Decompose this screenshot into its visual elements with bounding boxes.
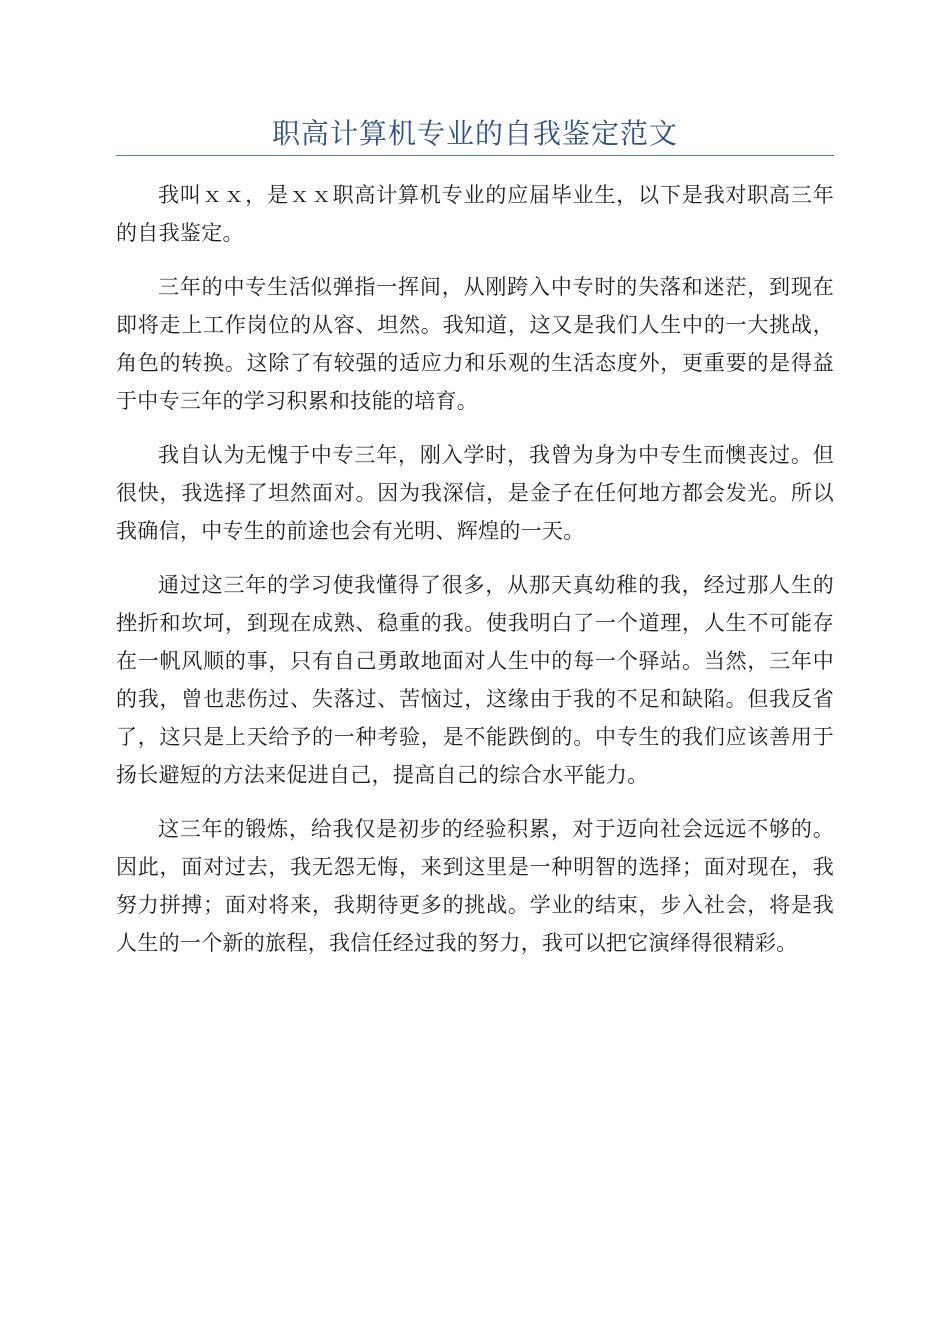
paragraph-1: 我叫ｘｘ，是ｘｘ职高计算机专业的应届毕业生，以下是我对职高三年的自我鉴定。: [116, 183, 834, 245]
document-title: 职高计算机专业的自我鉴定范文: [271, 117, 678, 150]
paragraph-2: 三年的中专生活似弹指一挥间，从刚跨入中专时的失落和迷茫，到现在即将走上工作岗位的从容、坦然。我知道，这又是我们人生中的一大挑战，角色的转换。这除了有较强的适应力和乐观的生活态度外，更重要的是得益于中专三年的学习积累和技能的培育。: [116, 275, 834, 413]
paragraph-4: 通过这三年的学习使我懂得了很多，从那天真幼稚的我，经过那人生的挫折和坎坷，到现在成熟、稳重的我。使我明白了一个道理，人生不可能存在一帆风顺的事，只有自己勇敢地面对人生中的每一个驿站。当然，三年中的我，曾也悲伤过、失落过、苦恼过，这缘由于我的不足和缺陷。但我反省了，这只是上天给予的一种考验，是不能跌倒的。中专生的我们应该善用于扬长避短的方法来促进自己，提高自己的综合水平能力。: [116, 573, 834, 787]
paragraph-3: 我自认为无愧于中专三年，刚入学时，我曾为身为中专生而懊丧过。但很快，我选择了坦然面对。因为我深信，是金子在任何地方都会发光。所以我确信，中专生的前途也会有光明、辉煌的一天。: [116, 443, 834, 543]
title-header: [116, 112, 834, 156]
paragraph-5: 这三年的锻炼，给我仅是初步的经验积累，对于迈向社会远远不够的。因此，面对过去，我无怨无悔，来到这里是一种明智的选择；面对现在，我努力拼搏；面对将来，我期待更多的挑战。学业的结束，步入社会，将是我人生的一个新的旅程，我信任经过我的努力，我可以把它演绎得很精彩。: [116, 817, 834, 955]
document-body: [116, 176, 834, 978]
